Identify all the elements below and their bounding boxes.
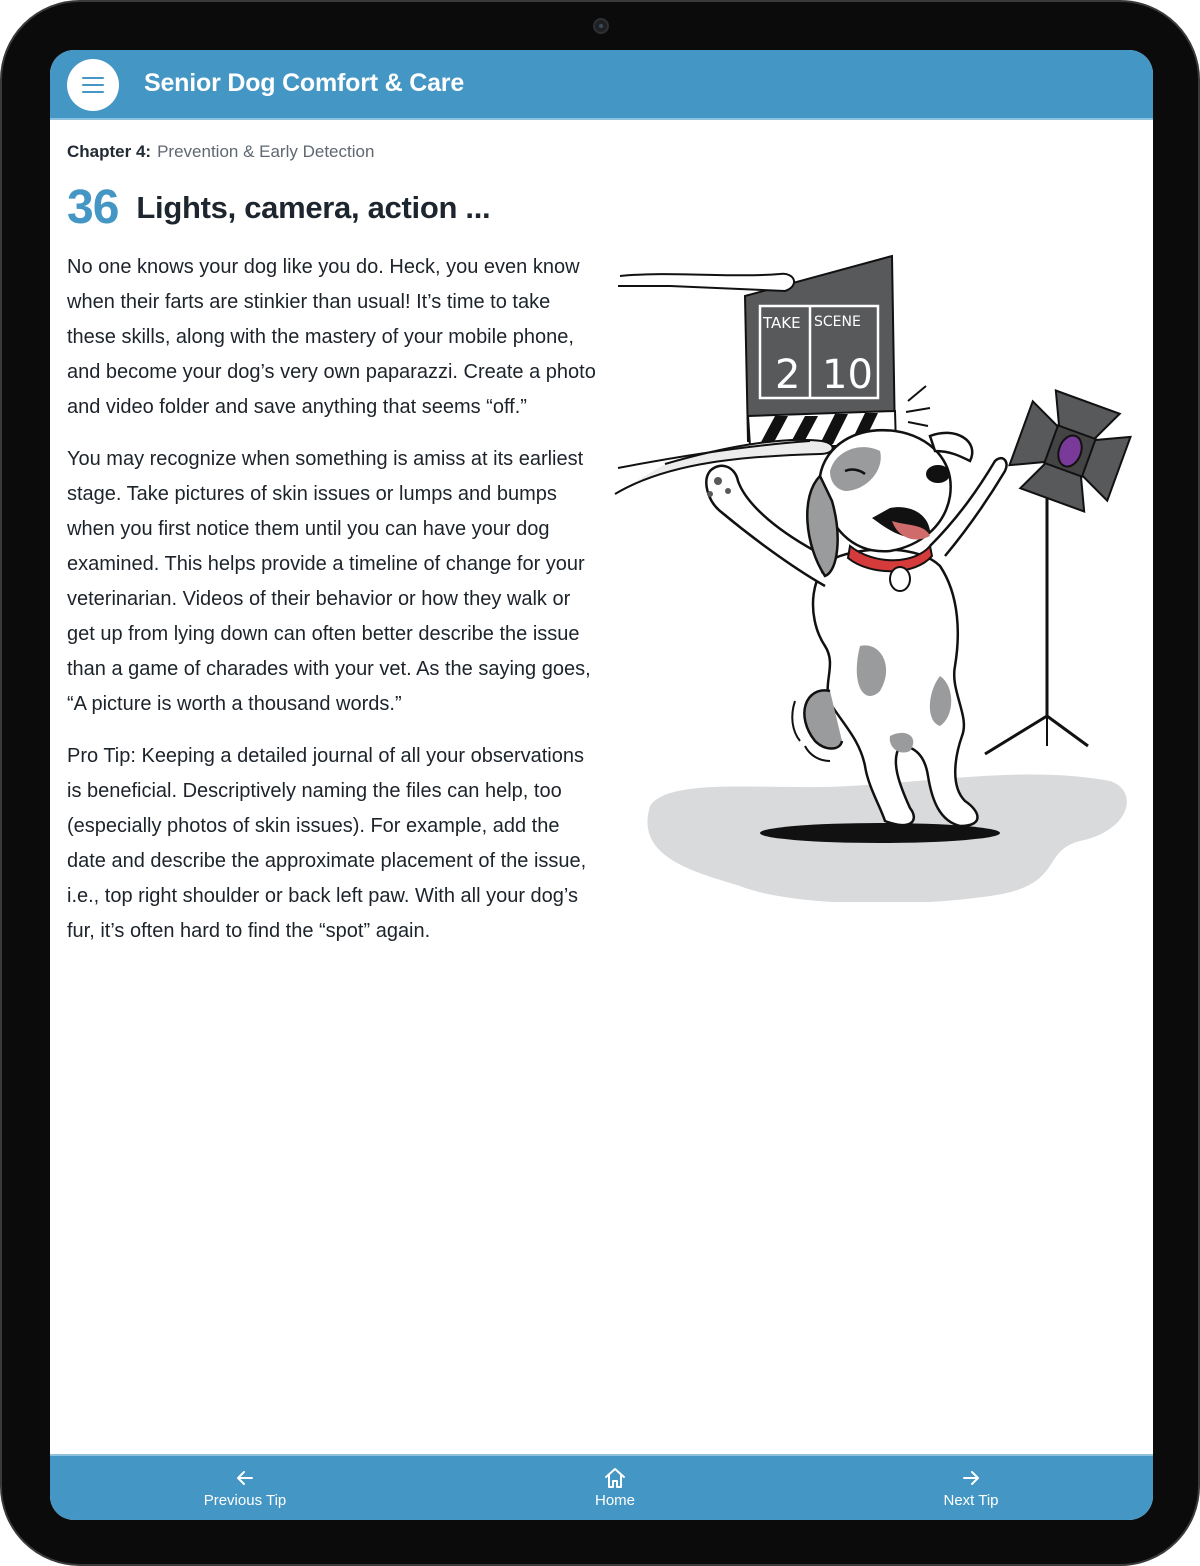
chapter-label: Chapter 4: (67, 142, 152, 161)
clapper-scene-value: 10 (822, 352, 873, 398)
home-label: Home (594, 1492, 635, 1509)
arrow-left-icon (235, 1468, 255, 1488)
next-tip-button[interactable] (871, 1456, 1071, 1520)
clapper-take-label: TAKE (763, 314, 801, 332)
tip-body (67, 250, 599, 966)
tip-paragraph: You may recognize when something is amiss at its earliest stage. Take pictures of skin issues or lumps and bumps when you first notice them until you can have your dog examined. This helps provide a timeline of change for your veterinarian. Videos of their behavior or how they walk or get up from lying down can often better describe the issue than a game of charades with your vet. As the saying goes, “A picture is worth a thousand words.” (67, 448, 591, 715)
home-icon (603, 1466, 627, 1490)
next-tip-label: Next Tip (943, 1492, 999, 1509)
app-screen (50, 50, 1153, 1520)
clapper-scene-label: SCENE (814, 314, 861, 330)
clapper-take-value: 2 (775, 352, 801, 398)
hamburger-menu-icon (82, 75, 104, 95)
front-camera (593, 18, 609, 34)
dog-photoshoot-illustration (610, 246, 1135, 902)
app-header (50, 50, 1153, 120)
tip-number: 36 (67, 181, 119, 234)
home-button[interactable] (515, 1456, 715, 1520)
bottom-nav-bar (50, 1454, 1153, 1520)
menu-button[interactable] (67, 59, 119, 111)
chapter-name: Prevention & Early Detection (157, 142, 375, 161)
previous-tip-label: Previous Tip (203, 1492, 287, 1509)
tip-paragraph: Pro Tip: Keeping a detailed journal of all your observations is beneficial. Descriptively naming the files can help, too (especially photos of skin issues). For example, add the date and describe the approximate placement of the issue, i.e., top right shoulder or back left paw. With all your dog’s fur, it’s often hard to find the “spot” again. (67, 745, 587, 942)
previous-tip-button[interactable] (145, 1456, 345, 1520)
page-title: Lights, camera, action ... (136, 189, 491, 225)
tip-heading (67, 180, 490, 240)
app-title: Senior Dog Comfort & Care (144, 69, 465, 97)
tip-paragraph: No one knows your dog like you do. Heck, you even know when their farts are stinkier than usual! It’s time to take these skills, along with the mastery of your mobile phone, and become your dog’s very own paparazzi. Create a photo and video folder and save anything that seems “off.” (67, 256, 596, 418)
arrow-right-icon (961, 1468, 981, 1488)
breadcrumb (67, 142, 374, 162)
